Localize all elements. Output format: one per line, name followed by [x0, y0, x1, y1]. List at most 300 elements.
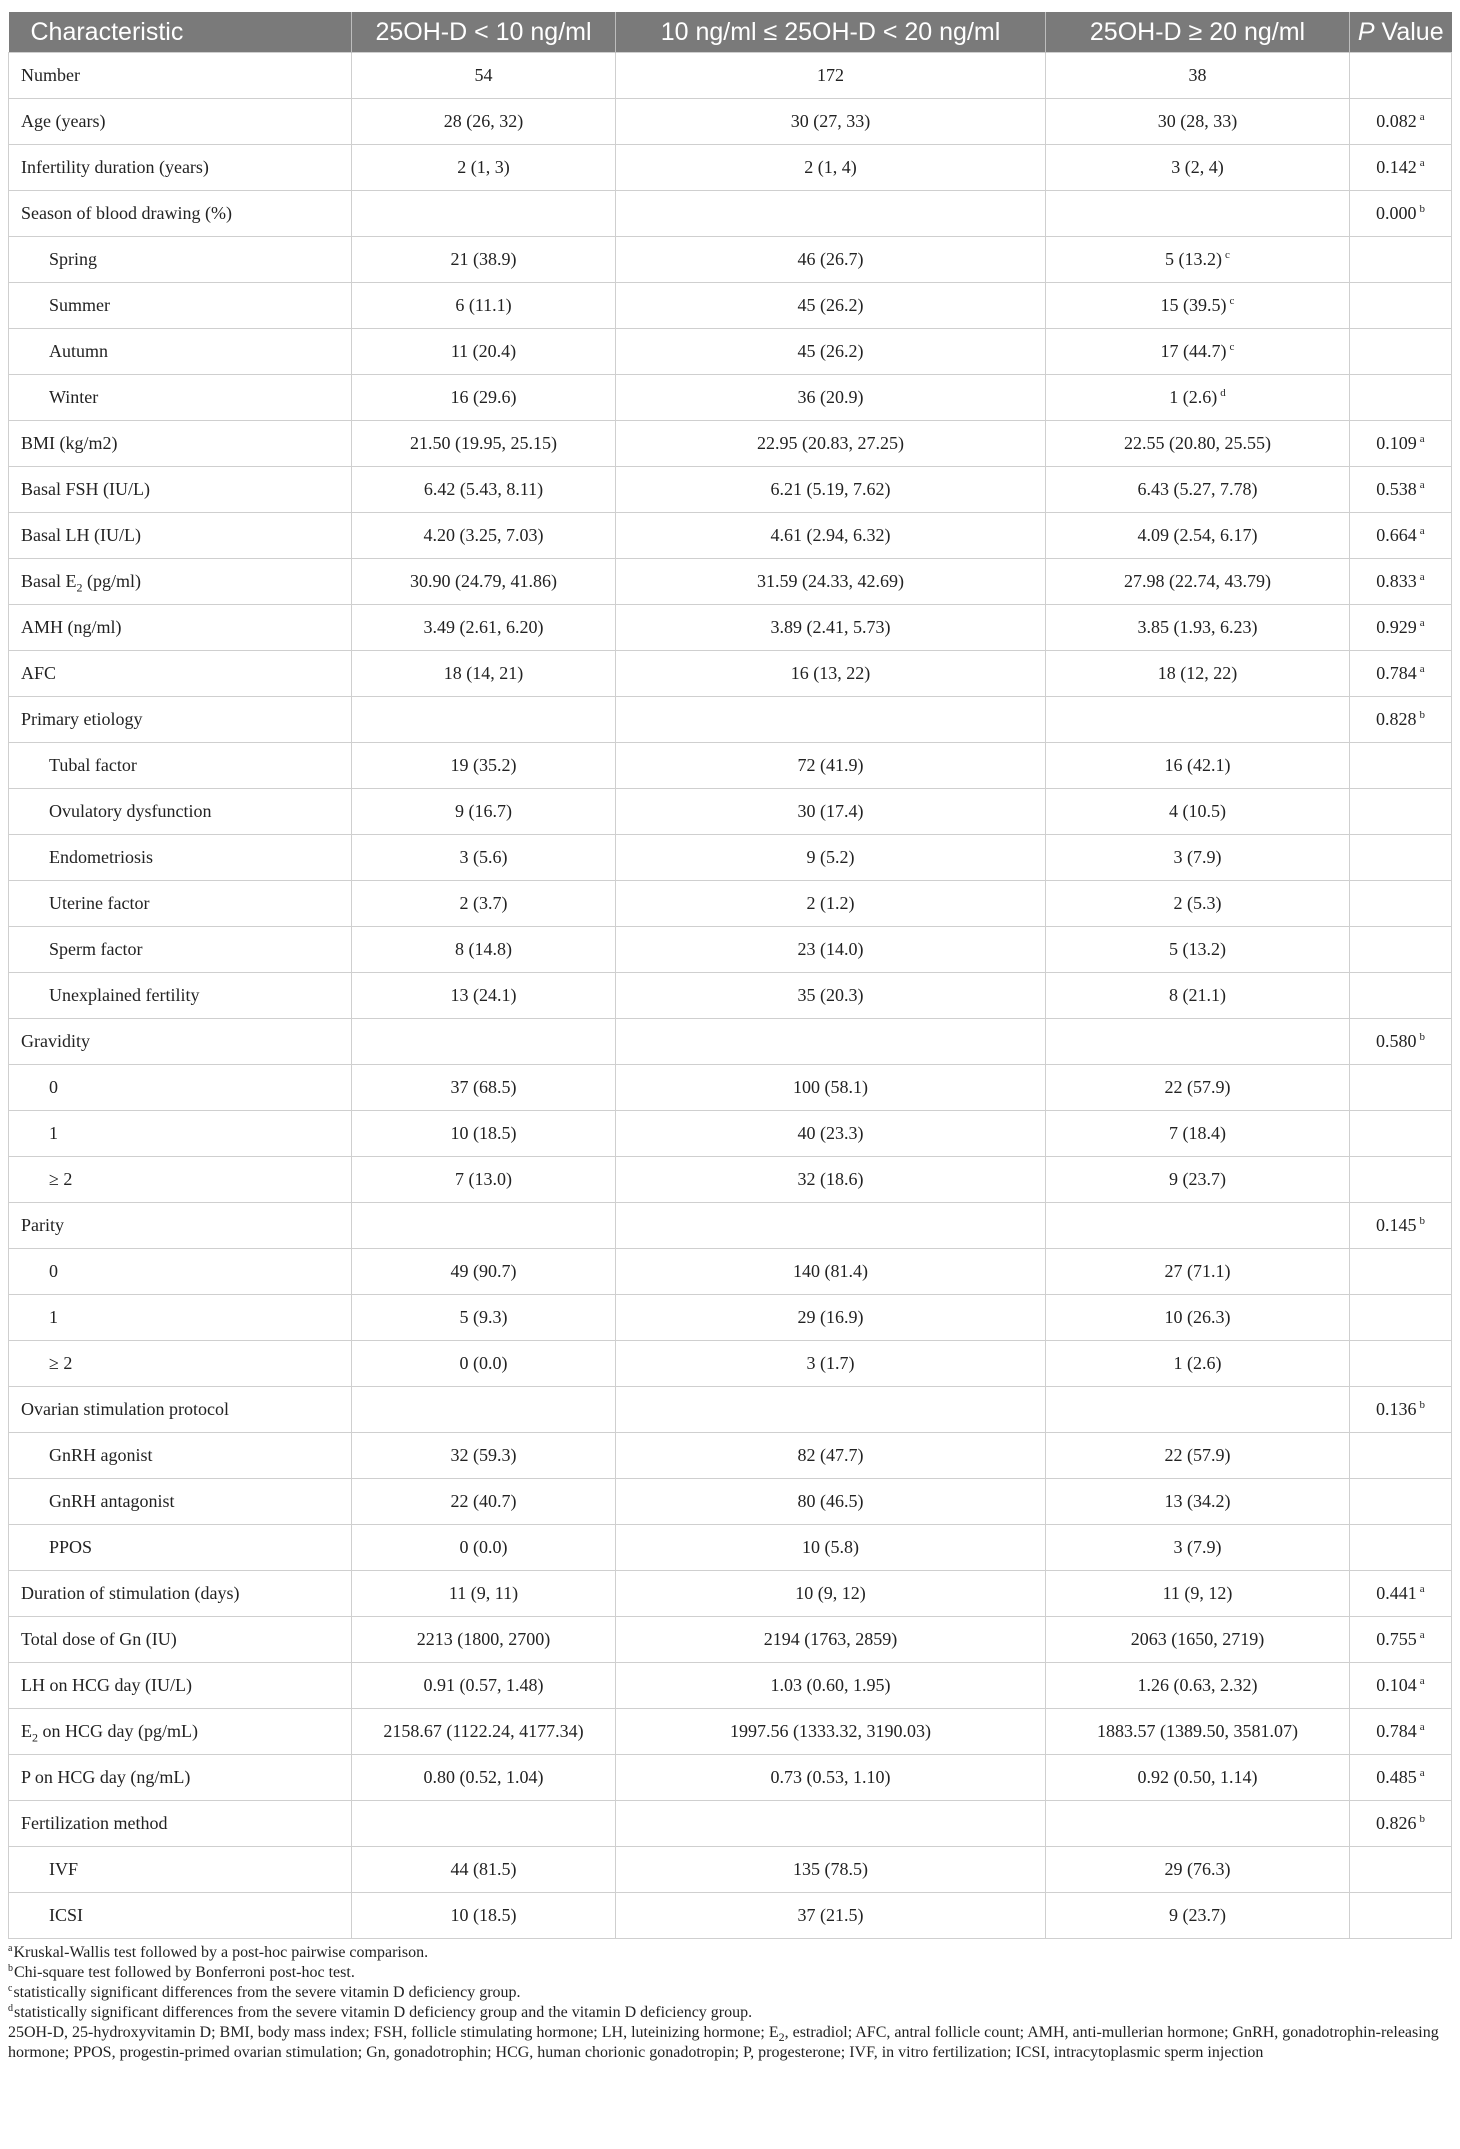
- p-value: 0.580: [1376, 1031, 1417, 1051]
- cell-value: 4.09 (2.54, 6.17): [1137, 525, 1258, 545]
- cell-value: 22 (57.9): [1164, 1445, 1231, 1465]
- cell-group-3: [1046, 973, 1350, 1019]
- p-value: 0.082: [1376, 111, 1417, 131]
- row-label-text: Winter: [49, 387, 99, 407]
- row-label-text: PPOS: [49, 1537, 93, 1557]
- row-label: [9, 99, 352, 145]
- cell-value: 15 (39.5): [1160, 295, 1227, 315]
- cell-group-1: [352, 329, 616, 375]
- cell-value: 11 (9, 12): [1162, 1583, 1233, 1603]
- p-value-superscript: b: [1419, 1399, 1425, 1411]
- cell-value: 7 (18.4): [1169, 1123, 1226, 1143]
- cell-group-1: [352, 237, 616, 283]
- cell-group-2: [616, 1295, 1046, 1341]
- cell-value: 29 (76.3): [1164, 1859, 1231, 1879]
- cell-value: 0.80 (0.52, 1.04): [423, 1767, 544, 1787]
- cell-value: 9 (23.7): [1169, 1905, 1226, 1925]
- cell-group-1: [352, 1295, 616, 1341]
- cell-group-2: [616, 1387, 1046, 1433]
- cell-p-value: [1350, 1525, 1452, 1571]
- cell-group-2: [616, 1157, 1046, 1203]
- cell-value: 31.59 (24.33, 42.69): [757, 571, 904, 591]
- row-label-text: GnRH antagonist: [49, 1491, 175, 1511]
- row-label: [9, 1433, 352, 1479]
- table-row: [9, 1019, 1452, 1065]
- cell-group-2: [616, 927, 1046, 973]
- cell-value: 23 (14.0): [797, 939, 864, 959]
- row-label-text: Infertility duration (years): [21, 157, 209, 177]
- table-row: [9, 513, 1452, 559]
- table-body: [9, 53, 1452, 1939]
- cell-group-2: [616, 1065, 1046, 1111]
- p-value: 0.833: [1376, 571, 1417, 591]
- row-label: [9, 559, 352, 605]
- cell-group-1: [352, 605, 616, 651]
- cell-value: 0.92 (0.50, 1.14): [1137, 1767, 1258, 1787]
- row-label-text: Parity: [21, 1215, 64, 1235]
- cell-value: 5 (9.3): [459, 1307, 508, 1327]
- table-row: [9, 99, 1452, 145]
- table-row: [9, 651, 1452, 697]
- cell-group-2: [616, 1111, 1046, 1157]
- row-label-text: Basal FSH (IU/L): [21, 479, 150, 499]
- row-label: [9, 1019, 352, 1065]
- cell-value: 1883.57 (1389.50, 3581.07): [1097, 1721, 1298, 1741]
- cell-value: 22.55 (20.80, 25.55): [1124, 433, 1271, 453]
- cell-group-1: [352, 1847, 616, 1893]
- cell-group-3: [1046, 559, 1350, 605]
- table-row: [9, 743, 1452, 789]
- row-label: [9, 789, 352, 835]
- cell-group-2: [616, 1341, 1046, 1387]
- cell-group-1: [352, 1479, 616, 1525]
- row-label: [9, 191, 352, 237]
- cell-p-value: [1350, 559, 1452, 605]
- cell-group-3: [1046, 1019, 1350, 1065]
- cell-value: 3 (5.6): [459, 847, 508, 867]
- cell-p-value: [1350, 1295, 1452, 1341]
- cell-p-value: [1350, 1801, 1452, 1847]
- cell-group-2: [616, 651, 1046, 697]
- header-characteristic: Characteristic: [9, 12, 352, 53]
- cell-value: 72 (41.9): [797, 755, 864, 775]
- cell-value: 2 (1, 3): [457, 157, 510, 177]
- cell-value: 2 (1.2): [806, 893, 855, 913]
- cell-group-2: [616, 743, 1046, 789]
- cell-p-value: [1350, 1571, 1452, 1617]
- cell-value: 16 (29.6): [450, 387, 517, 407]
- row-label-text: GnRH agonist: [49, 1445, 153, 1465]
- abbrev-text-1: 25OH-D, 25-hydroxyvitamin D; BMI, body mass index; FSH, follicle stimulating hormone; LH, luteinizing hormone; E: [8, 2024, 779, 2041]
- table-row: [9, 145, 1452, 191]
- cell-group-2: [616, 559, 1046, 605]
- cell-value: 2 (3.7): [459, 893, 508, 913]
- cell-group-1: [352, 99, 616, 145]
- cell-group-3: [1046, 1249, 1350, 1295]
- cell-group-1: [352, 283, 616, 329]
- cell-p-value: [1350, 835, 1452, 881]
- p-value-superscript: b: [1419, 203, 1425, 215]
- cell-value: 30.90 (24.79, 41.86): [410, 571, 557, 591]
- footnote-mark: d: [8, 2002, 13, 2014]
- cell-group-2: [616, 1755, 1046, 1801]
- cell-value: 0 (0.0): [459, 1353, 508, 1373]
- cell-value: 13 (24.1): [450, 985, 517, 1005]
- cell-value: 18 (12, 22): [1157, 663, 1238, 683]
- cell-value: 6 (11.1): [455, 295, 512, 315]
- table-row: [9, 329, 1452, 375]
- row-label: [9, 1893, 352, 1939]
- table-row: [9, 1111, 1452, 1157]
- cell-group-2: [616, 1433, 1046, 1479]
- cell-p-value: [1350, 1065, 1452, 1111]
- cell-group-1: [352, 1571, 616, 1617]
- cell-group-1: [352, 1157, 616, 1203]
- cell-value: 32 (59.3): [450, 1445, 517, 1465]
- table-row: [9, 697, 1452, 743]
- cell-group-2: [616, 881, 1046, 927]
- cell-group-3: [1046, 237, 1350, 283]
- cell-p-value: [1350, 697, 1452, 743]
- cell-group-3: [1046, 283, 1350, 329]
- cell-group-3: [1046, 1525, 1350, 1571]
- cell-p-value: [1350, 1249, 1452, 1295]
- table-container: [8, 12, 1451, 2063]
- table-row: [9, 1249, 1452, 1295]
- cell-value: 13 (34.2): [1164, 1491, 1231, 1511]
- table-row: [9, 1065, 1452, 1111]
- cell-value: 29 (16.9): [797, 1307, 864, 1327]
- cell-group-3: [1046, 605, 1350, 651]
- cell-value: 1997.56 (1333.32, 3190.03): [730, 1721, 931, 1741]
- cell-group-3: [1046, 1157, 1350, 1203]
- cell-p-value: [1350, 375, 1452, 421]
- table-row: [9, 191, 1452, 237]
- cell-group-2: [616, 1479, 1046, 1525]
- cell-value: 45 (26.2): [797, 341, 864, 361]
- p-value-superscript: a: [1419, 663, 1425, 675]
- row-label-text: Fertilization method: [21, 1813, 168, 1833]
- footnote-text: statistically significant differences from the severe vitamin D deficiency group.: [13, 1984, 521, 2001]
- row-label: [9, 1111, 352, 1157]
- row-label-text: Ovarian stimulation protocol: [21, 1399, 229, 1419]
- footnote: [8, 1963, 1448, 1983]
- cell-value: 2 (5.3): [1173, 893, 1222, 913]
- cell-group-1: [352, 927, 616, 973]
- table-row: [9, 237, 1452, 283]
- p-value: 0.784: [1376, 1721, 1417, 1741]
- row-label-text: 1: [49, 1123, 58, 1143]
- cell-value: 4.61 (2.94, 6.32): [770, 525, 891, 545]
- row-label: [9, 605, 352, 651]
- cell-value: 140 (81.4): [793, 1261, 868, 1281]
- p-value: 0.538: [1376, 479, 1417, 499]
- p-value: 0.142: [1376, 157, 1417, 177]
- row-label-text: BMI (kg/m2): [21, 433, 118, 453]
- table-row: [9, 1847, 1452, 1893]
- cell-group-2: [616, 1617, 1046, 1663]
- row-label-text: Number: [21, 65, 80, 85]
- cell-group-1: [352, 1111, 616, 1157]
- row-label-text: ICSI: [49, 1905, 84, 1925]
- table-row: [9, 1893, 1452, 1939]
- cell-value: 21 (38.9): [450, 249, 517, 269]
- row-label: [9, 1617, 352, 1663]
- cell-group-1: [352, 1249, 616, 1295]
- row-label: [9, 651, 352, 697]
- cell-value: 1 (2.6): [1169, 387, 1218, 407]
- cell-value: 16 (13, 22): [790, 663, 871, 683]
- cell-group-2: [616, 697, 1046, 743]
- row-label-suffix: (pg/ml): [82, 571, 141, 591]
- cell-group-3: [1046, 145, 1350, 191]
- row-label: [9, 1479, 352, 1525]
- cell-value: 10 (9, 12): [795, 1583, 866, 1603]
- cell-p-value: [1350, 927, 1452, 973]
- cell-group-1: [352, 743, 616, 789]
- row-label-text: Autumn: [49, 341, 109, 361]
- cell-group-1: [352, 467, 616, 513]
- cell-value: 10 (5.8): [802, 1537, 859, 1557]
- cell-value: 30 (28, 33): [1157, 111, 1238, 131]
- row-label: [9, 835, 352, 881]
- cell-value: 30 (27, 33): [790, 111, 871, 131]
- cell-group-3: [1046, 421, 1350, 467]
- cell-group-1: [352, 1663, 616, 1709]
- p-value: 0.145: [1376, 1215, 1417, 1235]
- row-label: [9, 1249, 352, 1295]
- cell-group-2: [616, 1525, 1046, 1571]
- row-label-text: E: [21, 1721, 32, 1741]
- cell-group-2: [616, 421, 1046, 467]
- cell-p-value: [1350, 1709, 1452, 1755]
- cell-group-1: [352, 1893, 616, 1939]
- cell-group-3: [1046, 1341, 1350, 1387]
- cell-value: 35 (20.3): [797, 985, 864, 1005]
- row-label-text: Basal E: [21, 571, 77, 591]
- cell-group-2: [616, 1847, 1046, 1893]
- cell-value: 2 (1, 4): [804, 157, 857, 177]
- cell-value: 10 (26.3): [1164, 1307, 1231, 1327]
- row-label: [9, 1663, 352, 1709]
- cell-group-2: [616, 1249, 1046, 1295]
- header-sufficiency: 25OH-D ≥ 20 ng/ml: [1046, 12, 1350, 53]
- cell-group-1: [352, 1801, 616, 1847]
- cell-value: 0 (0.0): [459, 1537, 508, 1557]
- cell-value: 5 (13.2): [1165, 249, 1223, 269]
- cell-group-2: [616, 973, 1046, 1019]
- cell-group-1: [352, 1709, 616, 1755]
- row-label: [9, 1525, 352, 1571]
- row-label: [9, 1065, 352, 1111]
- p-value-superscript: a: [1419, 1721, 1425, 1733]
- cell-p-value: [1350, 605, 1452, 651]
- cell-group-2: [616, 53, 1046, 99]
- cell-group-1: [352, 1065, 616, 1111]
- cell-group-1: [352, 1433, 616, 1479]
- table-row: [9, 927, 1452, 973]
- cell-group-3: [1046, 375, 1350, 421]
- p-value: 0.755: [1376, 1629, 1417, 1649]
- cell-group-1: [352, 651, 616, 697]
- cell-value: 2063 (1650, 2719): [1130, 1629, 1265, 1649]
- header-deficiency: 10 ng/ml ≤ 25OH-D < 20 ng/ml: [616, 12, 1046, 53]
- cell-p-value: [1350, 1341, 1452, 1387]
- cell-p-value: [1350, 1433, 1452, 1479]
- row-label: [9, 467, 352, 513]
- cell-group-1: [352, 559, 616, 605]
- cell-value: 3 (2, 4): [1171, 157, 1224, 177]
- row-label-subscript: 2: [76, 580, 83, 595]
- cell-group-1: [352, 1341, 616, 1387]
- cell-p-value: [1350, 1755, 1452, 1801]
- cell-value: 6.42 (5.43, 8.11): [423, 479, 544, 499]
- cell-value: 38: [1188, 65, 1207, 85]
- header-p-value: [1350, 12, 1452, 53]
- abbrev-subscript: 2: [778, 2030, 785, 2045]
- cell-p-value: [1350, 1203, 1452, 1249]
- characteristics-table: [8, 12, 1452, 1939]
- table-row: [9, 1663, 1452, 1709]
- table-row: [9, 1341, 1452, 1387]
- cell-group-3: [1046, 835, 1350, 881]
- row-label-text: Ovulatory dysfunction: [49, 801, 212, 821]
- cell-group-1: [352, 789, 616, 835]
- cell-group-3: [1046, 191, 1350, 237]
- cell-value: 7 (13.0): [455, 1169, 512, 1189]
- cell-group-3: [1046, 1295, 1350, 1341]
- p-value-superscript: a: [1419, 525, 1425, 537]
- table-row: [9, 1709, 1452, 1755]
- cell-value: 172: [817, 65, 844, 85]
- cell-value: 30 (17.4): [797, 801, 864, 821]
- cell-p-value: [1350, 1893, 1452, 1939]
- cell-value: 27 (71.1): [1164, 1261, 1231, 1281]
- cell-p-value: [1350, 1157, 1452, 1203]
- row-label: [9, 53, 352, 99]
- cell-group-1: [352, 145, 616, 191]
- row-label: [9, 145, 352, 191]
- cell-p-value: [1350, 789, 1452, 835]
- p-value: 0.828: [1376, 709, 1417, 729]
- row-label-subscript: 2: [32, 1730, 38, 1745]
- cell-group-3: [1046, 1111, 1350, 1157]
- table-row: [9, 605, 1452, 651]
- cell-group-2: [616, 145, 1046, 191]
- row-label: [9, 421, 352, 467]
- table-row: [9, 789, 1452, 835]
- cell-value: 11 (20.4): [450, 341, 517, 361]
- footnote: [8, 2003, 1448, 2023]
- row-label: [9, 1847, 352, 1893]
- cell-p-value: [1350, 283, 1452, 329]
- cell-value: 10 (18.5): [450, 1905, 517, 1925]
- p-value: 0.000: [1376, 203, 1417, 223]
- cell-value: 22 (57.9): [1164, 1077, 1231, 1097]
- header-row: [9, 12, 1452, 53]
- cell-value: 1 (2.6): [1173, 1353, 1222, 1373]
- cell-group-2: [616, 835, 1046, 881]
- table-row: [9, 53, 1452, 99]
- row-label: [9, 329, 352, 375]
- cell-group-1: [352, 1617, 616, 1663]
- cell-group-2: [616, 283, 1046, 329]
- cell-group-3: [1046, 927, 1350, 973]
- table-row: [9, 1433, 1452, 1479]
- p-value-superscript: a: [1419, 1583, 1425, 1595]
- cell-group-2: [616, 605, 1046, 651]
- cell-group-1: [352, 697, 616, 743]
- cell-group-2: [616, 237, 1046, 283]
- header-severe-deficiency: 25OH-D < 10 ng/ml: [352, 12, 616, 53]
- cell-group-1: [352, 375, 616, 421]
- cell-group-2: [616, 191, 1046, 237]
- row-label-text: LH on HCG day (IU/L): [21, 1675, 192, 1695]
- cell-group-1: [352, 1755, 616, 1801]
- cell-value: 8 (14.8): [455, 939, 512, 959]
- row-label-text: Sperm factor: [49, 939, 143, 959]
- row-label: [9, 1387, 352, 1433]
- footnote: [8, 1983, 1448, 2003]
- footnote-text: Kruskal-Wallis test followed by a post-hoc pairwise comparison.: [13, 1944, 429, 1961]
- row-label-text: Uterine factor: [49, 893, 150, 913]
- cell-group-3: [1046, 467, 1350, 513]
- row-label: [9, 881, 352, 927]
- cell-value: 3 (7.9): [1173, 847, 1222, 867]
- p-value-superscript: a: [1419, 157, 1425, 169]
- cell-group-2: [616, 1571, 1046, 1617]
- cell-group-2: [616, 1709, 1046, 1755]
- cell-value: 18 (14, 21): [443, 663, 524, 683]
- cell-group-3: [1046, 1617, 1350, 1663]
- cell-p-value: [1350, 237, 1452, 283]
- p-value-superscript: b: [1419, 1813, 1425, 1825]
- row-label: [9, 283, 352, 329]
- cell-group-3: [1046, 1479, 1350, 1525]
- cell-group-1: [352, 421, 616, 467]
- row-label-text: Spring: [49, 249, 98, 269]
- row-label: [9, 1755, 352, 1801]
- row-label-text: 0: [49, 1077, 58, 1097]
- cell-value: 49 (90.7): [450, 1261, 517, 1281]
- p-value-superscript: a: [1419, 1767, 1425, 1779]
- cell-value: 11 (9, 11): [448, 1583, 519, 1603]
- cell-p-value: [1350, 973, 1452, 1019]
- row-label-text: 0: [49, 1261, 58, 1281]
- cell-p-value: [1350, 651, 1452, 697]
- cell-group-2: [616, 1203, 1046, 1249]
- p-value: 0.826: [1376, 1813, 1417, 1833]
- cell-value: 54: [474, 65, 493, 85]
- footnote-list: [8, 1943, 1448, 2023]
- cell-value: 37 (21.5): [797, 1905, 864, 1925]
- p-value-superscript: a: [1419, 111, 1425, 123]
- footnote-text: Chi-square test followed by Bonferroni post-hoc test.: [14, 1964, 355, 1981]
- cell-p-value: [1350, 1617, 1452, 1663]
- cell-value: 3 (1.7): [806, 1353, 855, 1373]
- table-row: [9, 375, 1452, 421]
- cell-group-3: [1046, 1203, 1350, 1249]
- cell-group-1: [352, 53, 616, 99]
- cell-group-3: [1046, 697, 1350, 743]
- table-row: [9, 973, 1452, 1019]
- row-label-text: ≥ 2: [49, 1169, 73, 1189]
- p-value: 0.441: [1376, 1583, 1417, 1603]
- footnote-mark: c: [8, 1982, 13, 1994]
- cell-group-1: [352, 513, 616, 559]
- row-label: [9, 1801, 352, 1847]
- cell-p-value: [1350, 881, 1452, 927]
